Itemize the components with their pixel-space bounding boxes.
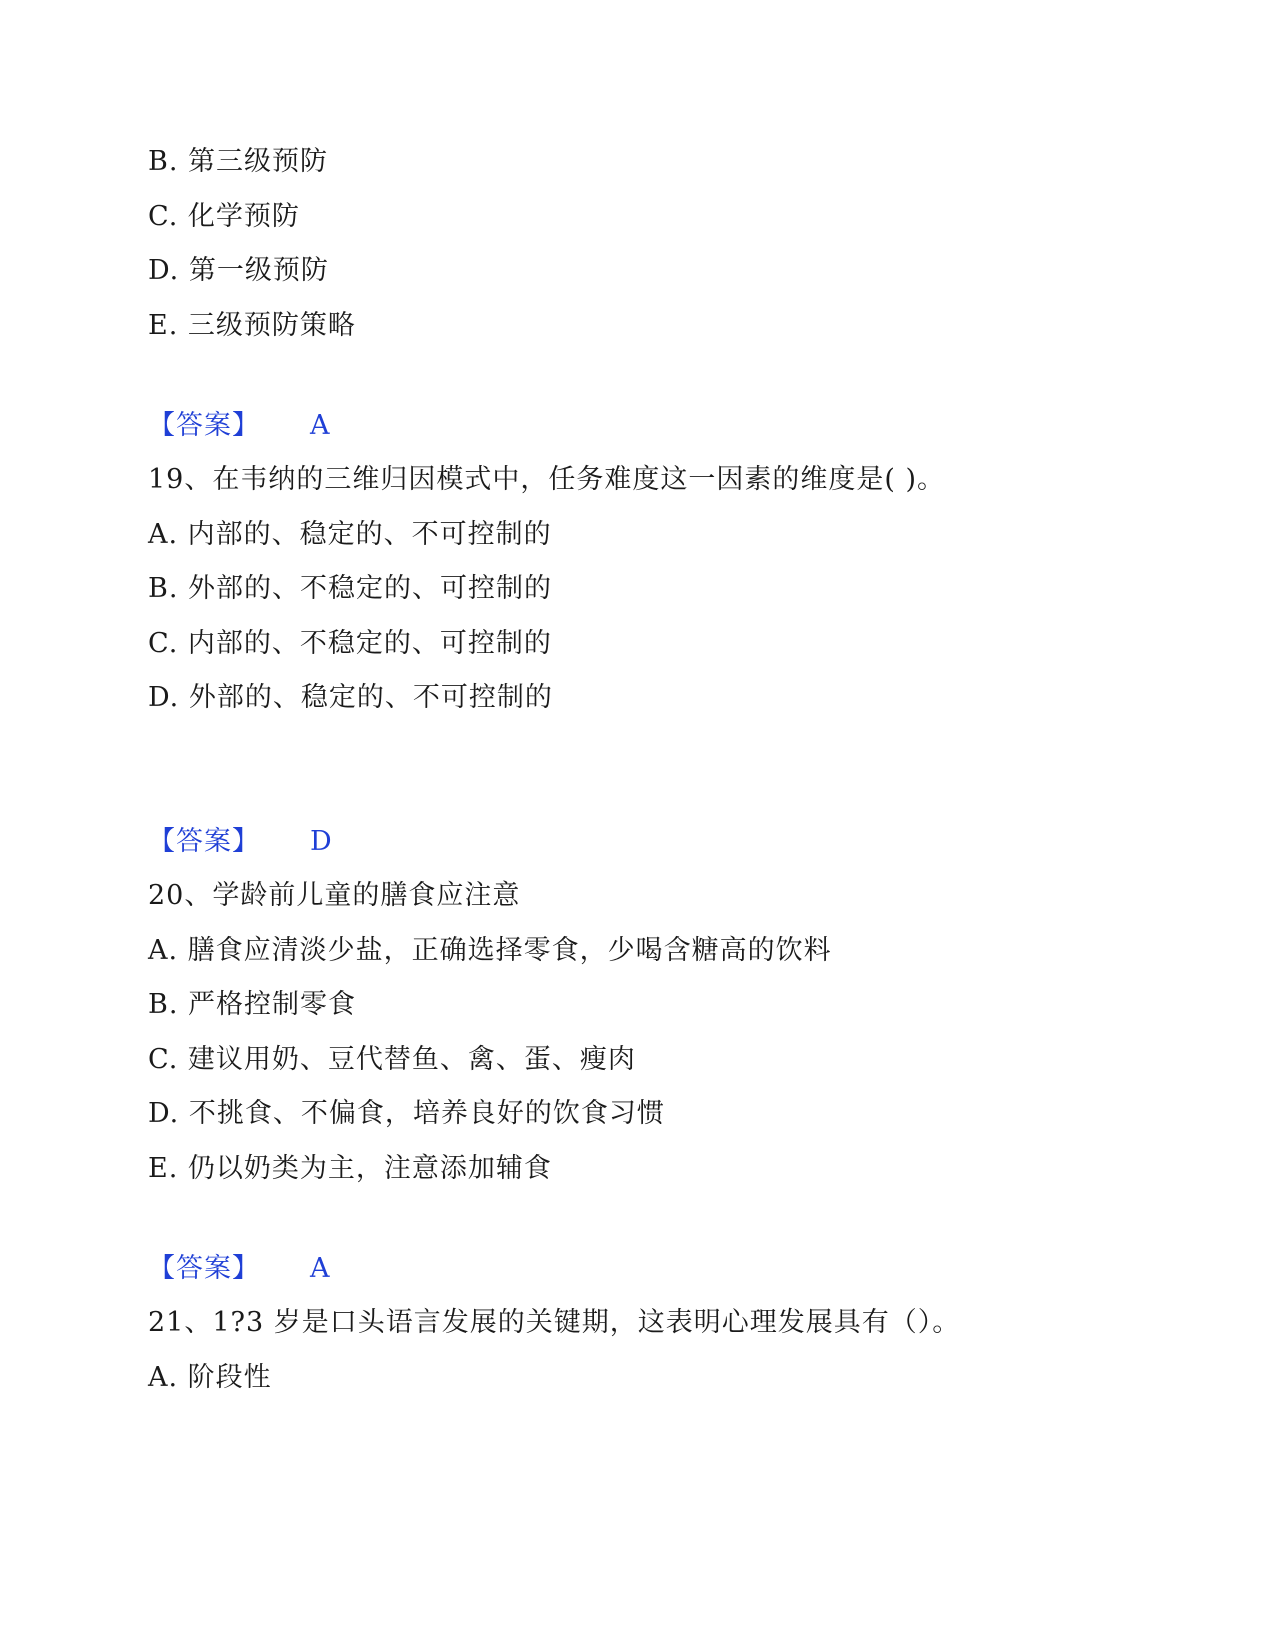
answer-label: 【答案】 — [148, 410, 260, 441]
option-e: E. 三级预防策略 — [148, 310, 356, 341]
question-title: 20、学龄前儿童的膳食应注意 — [148, 880, 521, 911]
option-b: B. 第三级预防 — [148, 146, 329, 177]
answer-value: A — [310, 1253, 330, 1284]
answer-row — [148, 825, 332, 859]
answer-row — [148, 409, 330, 443]
option-d: D. 外部的、稳定的、不可控制的 — [148, 682, 553, 713]
option-d: D. 第一级预防 — [148, 255, 329, 286]
option-d: D. 不挑食、不偏食，培养良好的饮食习惯 — [148, 1098, 665, 1129]
option-c: C. 内部的、不稳定的、可控制的 — [148, 628, 552, 659]
option-e: E. 仍以奶类为主，注意添加辅食 — [148, 1153, 552, 1184]
option-b: B. 外部的、不稳定的、可控制的 — [148, 573, 553, 604]
answer-label: 【答案】 — [148, 1253, 260, 1284]
answer-label: 【答案】 — [148, 826, 260, 857]
option-a: A. 阶段性 — [148, 1362, 272, 1393]
option-c: C. 建议用奶、豆代替鱼、禽、蛋、瘦肉 — [148, 1044, 636, 1075]
answer-row — [148, 1252, 330, 1286]
option-b: B. 严格控制零食 — [148, 989, 357, 1020]
option-a: A. 内部的、稳定的、不可控制的 — [148, 519, 552, 550]
answer-value: A — [310, 410, 330, 441]
option-c: C. 化学预防 — [148, 201, 300, 232]
question-title: 21、1?3 岁是口头语言发展的关键期，这表明心理发展具有（）。 — [148, 1307, 961, 1338]
answer-value: D — [310, 826, 332, 857]
option-a: A. 膳食应清淡少盐，正确选择零食，少喝含糖高的饮料 — [148, 935, 832, 966]
question-title: 19、在韦纳的三维归因模式中，任务难度这一因素的维度是( )。 — [148, 464, 946, 495]
